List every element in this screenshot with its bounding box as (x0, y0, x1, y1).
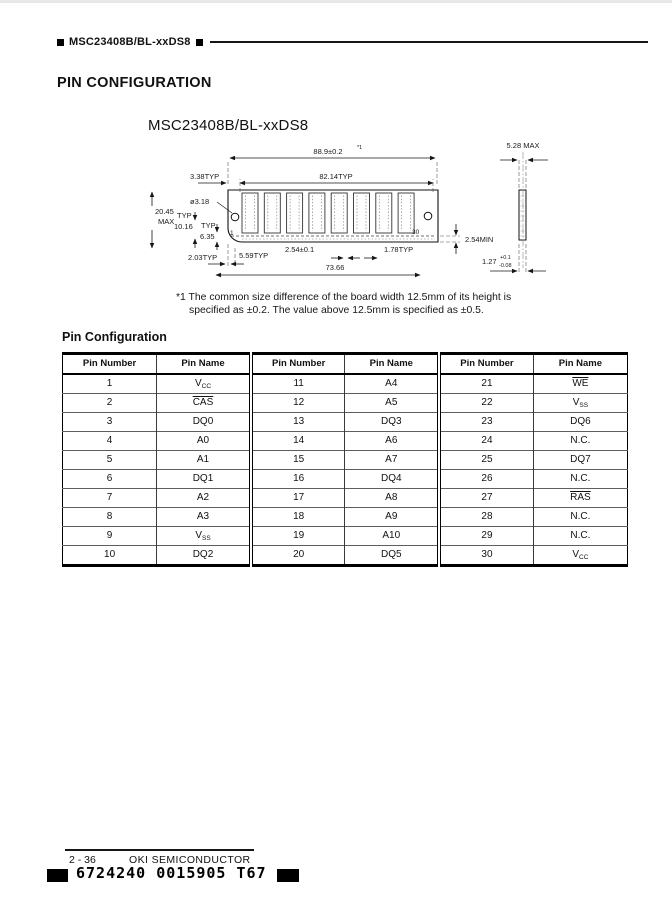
pin-number-cell: 12 (251, 394, 345, 413)
pin-number-cell: 3 (63, 413, 157, 432)
dim-pad-span: 82.14TYP (319, 172, 353, 181)
mounting-hole-right (424, 212, 432, 220)
footer-page-number: 2 - 36 (69, 854, 96, 866)
pin-number-cell: 2 (63, 394, 157, 413)
pin-number-cell: 14 (251, 432, 345, 451)
pin-name-cell: $\overline{RAS}$ (533, 489, 627, 508)
pin-number-cell: 15 (251, 451, 345, 470)
dim-hole-dia: ø3.18 (190, 197, 210, 206)
page-title: PIN CONFIGURATION (57, 75, 212, 91)
pin-table-row (63, 374, 628, 394)
pin-name-cell: A9 (345, 508, 439, 527)
pin-number-cell: 16 (251, 470, 345, 489)
pin-number-cell: 10 (63, 546, 157, 566)
pin-name-cell: N.C. (533, 432, 627, 451)
pin-number-cell: 22 (439, 394, 533, 413)
dim-thickness-minus: -0.08 (499, 263, 512, 269)
footer-code-block-left (47, 869, 68, 882)
dim-typ-label-1: TYP (177, 211, 192, 220)
dim-overall-width-ref: *1 (357, 145, 363, 151)
dim-pad-width: 1.78TYP (384, 245, 414, 254)
dim-edge-offset: 3.38TYP (190, 172, 220, 181)
footer-code-block-right (277, 869, 299, 882)
pin-number-cell: 23 (439, 413, 533, 432)
pin-table-title: Pin Configuration (62, 330, 167, 344)
pin-name-cell: A5 (345, 394, 439, 413)
pin-name-cell: $V_{CC}$ (157, 374, 251, 394)
dim-thickness-plus: +0.1 (500, 255, 511, 261)
pin-name-cell: DQ5 (345, 546, 439, 566)
pin-number-cell: 7 (63, 489, 157, 508)
pin-name-cell: DQ7 (533, 451, 627, 470)
col-header-pin-number: Pin Number (63, 354, 157, 375)
pin-name-cell: DQ4 (345, 470, 439, 489)
header-square-icon (196, 39, 203, 46)
pin-number-cell: 6 (63, 470, 157, 489)
pin-number-cell: 21 (439, 374, 533, 394)
pin-table-row (63, 413, 628, 432)
pin-name-cell: DQ0 (157, 413, 251, 432)
pin-name-cell: N.C. (533, 470, 627, 489)
footer-rule (65, 849, 254, 851)
footnote-line-1: *1 The common size difference of the board width 12.5mm of its height is (176, 292, 512, 303)
pin-number-cell: 9 (63, 527, 157, 546)
drawing-title: MSC23408B/BL-xxDS8 (148, 117, 309, 134)
pin-number-cell: 1 (63, 374, 157, 394)
pin-name-cell: DQ3 (345, 413, 439, 432)
pin-name-cell: N.C. (533, 527, 627, 546)
document-header (57, 36, 648, 48)
pin-number-cell: 26 (439, 470, 533, 489)
pin-number-cell: 19 (251, 527, 345, 546)
header-square-icon (57, 39, 64, 46)
pin-number-cell: 29 (439, 527, 533, 546)
pin-name-cell: DQ2 (157, 546, 251, 566)
dim-side-width: 5.28 MAX (506, 141, 540, 150)
pin-number-cell: 24 (439, 432, 533, 451)
pin-table-row (63, 527, 628, 546)
pin-name-cell: DQ6 (533, 413, 627, 432)
pin-name-cell: N.C. (533, 508, 627, 527)
pin-name-cell: $\overline{CAS}$ (157, 394, 251, 413)
dim-typ-label-2: TYP (201, 221, 216, 230)
pin-table-header-row (63, 354, 628, 375)
pin-name-cell: $V_{CC}$ (533, 546, 627, 566)
pin-table-row (63, 546, 628, 566)
footer-company: OKI SEMICONDUCTOR (129, 854, 251, 866)
dim-standoff: 2.54MIN (465, 235, 494, 244)
footer-document-code: 6724240 0015905 T67 (76, 864, 267, 882)
col-header-pin-number: Pin Number (251, 354, 345, 375)
dim-typ-val-1: 10.16 (174, 222, 193, 231)
pin-table-row (63, 451, 628, 470)
header-rule (210, 41, 648, 43)
pin-name-cell: A7 (345, 451, 439, 470)
pin-number-cell: 8 (63, 508, 157, 527)
mounting-hole-left (231, 213, 239, 221)
pin-name-cell: A3 (157, 508, 251, 527)
pin-number-cell: 4 (63, 432, 157, 451)
dim-pad-total: 73.66 (325, 263, 345, 272)
pin-table-body (63, 374, 628, 566)
pin-table-row (63, 508, 628, 527)
footnote-line-2: specified as ±0.2. The value above 12.5mm is specified as ±0.5. (189, 305, 484, 316)
pin-number-cell: 20 (251, 546, 345, 566)
pin-configuration-table (62, 352, 628, 567)
package-dimension-drawing (138, 136, 668, 288)
col-header-pin-name: Pin Name (533, 354, 627, 375)
pin-name-cell: A10 (345, 527, 439, 546)
pin-number-cell: 27 (439, 489, 533, 508)
pin-number-cell: 11 (251, 374, 345, 394)
pin-30-label: 30 (412, 229, 420, 236)
dim-height-val: 20.45 (155, 207, 174, 216)
pin-table-row (63, 432, 628, 451)
pin-name-cell: DQ1 (157, 470, 251, 489)
pin-table-row (63, 394, 628, 413)
pin-number-cell: 5 (63, 451, 157, 470)
col-header-pin-name: Pin Name (345, 354, 439, 375)
pin-name-cell: $V_{SS}$ (533, 394, 627, 413)
pin-number-cell: 17 (251, 489, 345, 508)
drawing-footnote (176, 291, 511, 317)
dim-thickness: 1.27 (482, 257, 497, 266)
side-view-board (519, 190, 526, 240)
pin-1-label: 1 (230, 230, 234, 237)
pin-name-cell: A8 (345, 489, 439, 508)
dim-typ-val-2: 6.35 (200, 232, 215, 241)
col-header-pin-name: Pin Name (157, 354, 251, 375)
dim-pad-lead: 5.59TYP (239, 251, 269, 260)
header-title: MSC23408B/BL-xxDS8 (69, 36, 191, 48)
dim-pad-offset: 2.03TYP (188, 253, 218, 262)
pin-number-cell: 18 (251, 508, 345, 527)
pin-table-row (63, 470, 628, 489)
pin-name-cell: A6 (345, 432, 439, 451)
pin-number-cell: 13 (251, 413, 345, 432)
pin-name-cell: A1 (157, 451, 251, 470)
col-header-pin-number: Pin Number (439, 354, 533, 375)
dim-pad-pitch: 2.54±0.1 (285, 245, 315, 254)
pin-number-cell: 25 (439, 451, 533, 470)
pin-table-row (63, 489, 628, 508)
scan-edge-artifact (0, 0, 672, 3)
pin-name-cell: A2 (157, 489, 251, 508)
pin-name-cell: $\overline{WE}$ (533, 374, 627, 394)
pin-number-cell: 30 (439, 546, 533, 566)
pin-name-cell: $V_{SS}$ (157, 527, 251, 546)
pin-number-cell: 28 (439, 508, 533, 527)
dim-height-unit: MAX (158, 217, 175, 226)
pin-name-cell: A4 (345, 374, 439, 394)
dim-overall-width: 88.9±0.2 (313, 147, 343, 156)
pin-name-cell: A0 (157, 432, 251, 451)
